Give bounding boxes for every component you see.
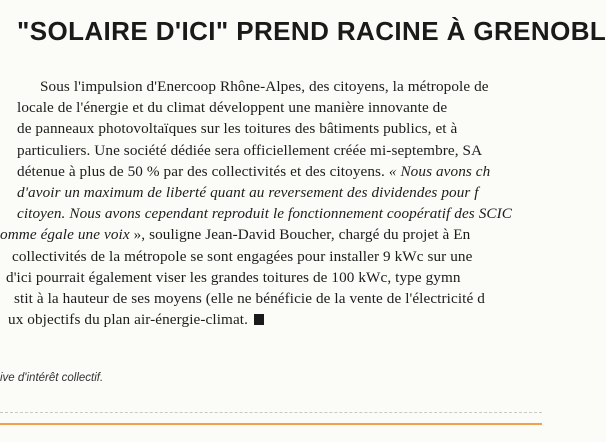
body-text-segment: », souligne Jean-David Boucher, chargé du projet à En [129,226,471,244]
body-line [17,184,479,202]
body-text-segment: locale de l'énergie et du climat développent une manière innovante de [17,99,448,117]
article-headline: "SOLAIRE D'ICI" PREND RACINE À GRENOBL [17,16,606,46]
body-text-segment: collectivités de la métropole se sont engagées pour installer 9 kWc sur une [12,247,473,265]
footnote: ive d'intérêt collectif. [0,372,104,384]
body-text-segment: de panneaux photovoltaïques sur les toitures des bâtiments publics, et à [17,120,458,138]
orange-divider [0,423,542,425]
body-line [14,290,485,308]
body-line [12,248,472,266]
italic-quote-text: omme égale une voix [0,226,130,244]
body-line [17,205,512,223]
italic-quote-text: « Nous avons ch [388,162,491,180]
body-text-segment: stit à la hauteur de ses moyens (elle ne bénéficie de la vente de l'électricité d [14,290,485,307]
body-line [40,78,489,96]
body-line [17,163,490,181]
body-text-segment: Sous l'impulsion d'Enercoop Rhône-Alpes, des citoyens, la métropole de [40,78,489,95]
body-line [17,99,447,117]
dotted-divider [0,412,542,413]
body-line [6,269,461,287]
italic-quote-text: d'avoir un maximum de liberté quant au reversement des dividendes pour f [17,184,479,201]
body-text-segment: ux objectifs du plan air-énergie-climat. [8,311,248,329]
body-line [17,120,457,138]
body-text-segment: particuliers. Une société dédiée sera officiellement créée mi-septembre, SA [17,141,483,159]
body-text-segment: détenue à plus de 50 % par des collectivités et des citoyens. [17,162,389,180]
body-line [17,142,482,160]
end-of-article-square-icon [254,314,264,325]
italic-quote-text: citoyen. Nous avons cependant reproduit le fonctionnement coopératif des SCIC [17,205,513,223]
body-line [8,311,264,329]
body-line [0,226,470,244]
body-text-segment: d'ici pourrait également viser les grandes toitures de 100 kWc, type gymn [6,268,461,286]
